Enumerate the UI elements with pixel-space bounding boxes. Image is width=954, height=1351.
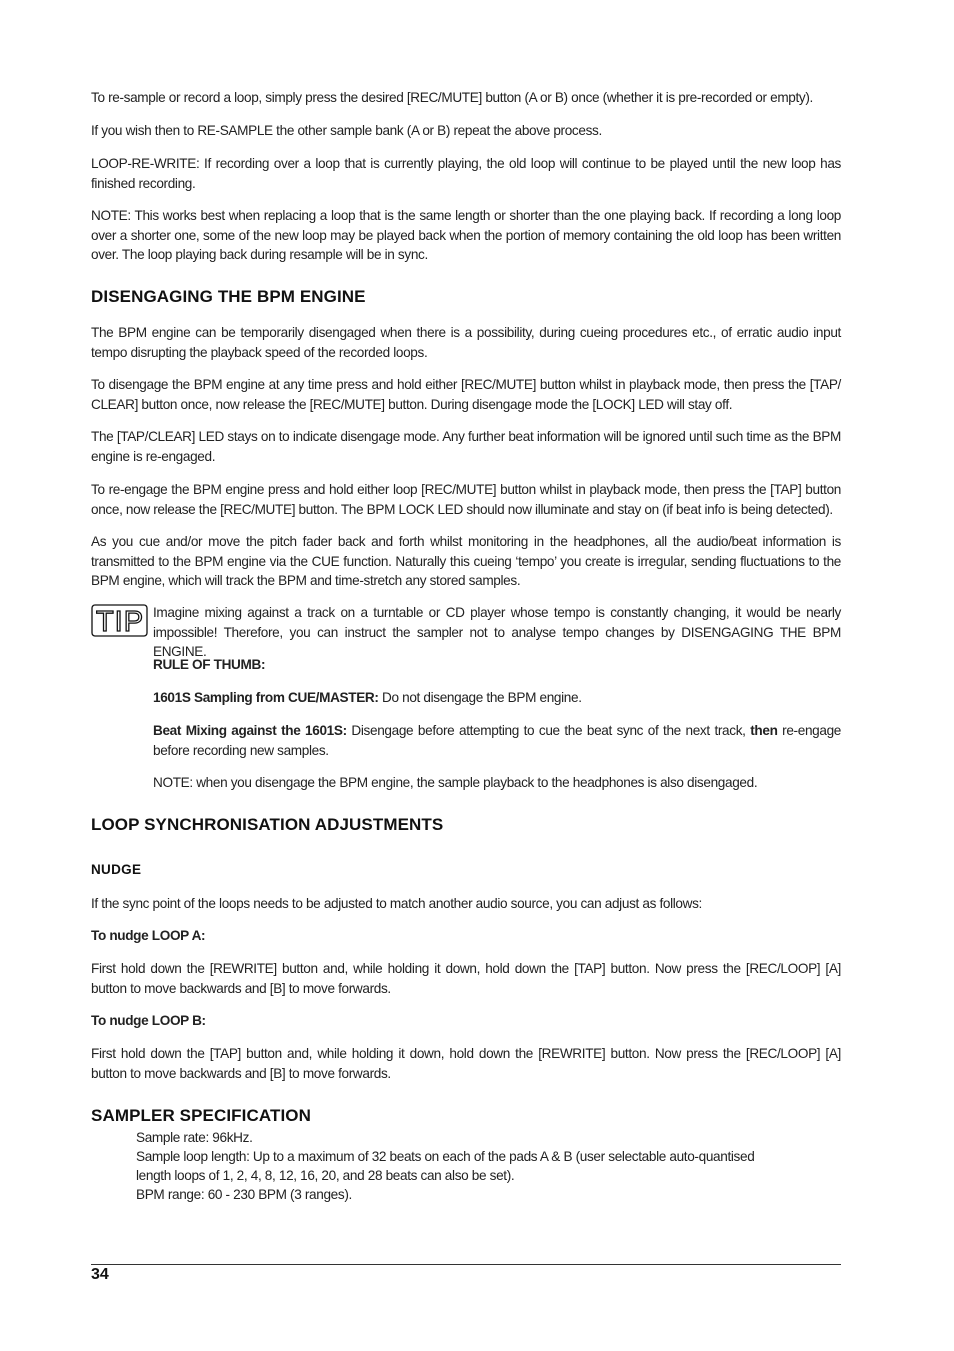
bpm-paragraph-2: To disengage the BPM engine at any time press and hold either [REC/MUTE] button whilst in playback mode, then press the [TAP/ CLEAR] button once, now release the [REC/MUTE] button. During disengage mode the [LOCK] LED will stay off. (91, 377, 841, 412)
rule-2-label: Beat Mixing against the 1601S: (153, 723, 347, 738)
nudge-a-text: First hold down the [REWRITE] button and, while holding it down, hold down the [TAP] button. Now press the [REC/LOOP] [A] button to move backwards and [B] to move forwards. (91, 961, 841, 996)
rule-2-text: Disengage before attempting to cue the beat sync of the next track, (346, 723, 751, 738)
tip-icon (91, 604, 147, 636)
rule-of-thumb-heading: RULE OF THUMB: (153, 657, 266, 672)
intro-paragraph-1: To re-sample or record a loop, simply press the desired [REC/MUTE] button (A or B) once (whether it is pre-recorded or empty). (91, 90, 813, 105)
rule-1-text: Do not disengage the BPM engine. (378, 690, 582, 705)
nudge-b-heading: To nudge LOOP B: (91, 1013, 206, 1028)
bpm-paragraph-1: The BPM engine can be temporarily disengaged when there is a possibility, during cueing procedures etc., of erratic audio input tempo disrupting the playback speed of the recorded loops. (91, 325, 841, 360)
tip-label: TIP (95, 606, 145, 638)
loop-rewrite-paragraph: LOOP-RE-WRITE: If recording over a loop that is currently playing, the old loop will continue to be played until the new loop has finished recording. (91, 156, 841, 191)
note-paragraph: NOTE: This works best when replacing a loop that is the same length or shorter than the one playing back. If recording a long loop over a shorter one, some of the new loop may be played back when the portion of memory containing the old loop has been written over. The loop playing back during resample will be in sync. (91, 208, 841, 262)
tip-paragraph: Imagine mixing against a track on a turntable or CD player whose tempo is constantly changing, it would be nearly impossible! Therefore, you can instruct the sampler not to analyse tempo changes by DISENGAGING THE BPM ENGINE. (153, 605, 841, 659)
spec-line-3: length loops of 1, 2, 4, 8, 12, 16, 20, and 28 beats can also be set). (136, 1168, 515, 1183)
section-heading-bpm: DISENGAGING THE BPM ENGINE (91, 287, 366, 306)
rule-1 (153, 688, 841, 708)
rule-2 (153, 721, 841, 760)
rule-2-emphasis: then (750, 723, 778, 738)
footer-divider (91, 1264, 841, 1265)
nudge-intro: If the sync point of the loops needs to be adjusted to match another audio source, you can adjust as follows: (91, 896, 702, 911)
subheading-nudge: NUDGE (91, 862, 142, 877)
spec-line-1: Sample rate: 96kHz. (136, 1130, 253, 1145)
nudge-a-heading: To nudge LOOP A: (91, 928, 206, 943)
section-heading-spec: SAMPLER SPECIFICATION (91, 1106, 311, 1125)
intro-paragraph-2: If you wish then to RE-SAMPLE the other sample bank (A or B) repeat the above process. (91, 123, 602, 138)
bpm-paragraph-4: To re-engage the BPM engine press and hold either loop [REC/MUTE] button whilst in playback mode, then press the [TAP] button once, now release the [REC/MUTE] button. The BPM LOCK LED should now illuminate and stay on (if beat info is being detected). (91, 482, 841, 517)
page-number: 34 (91, 1266, 109, 1283)
nudge-b-text: First hold down the [TAP] button and, while holding it down, hold down the [REWRITE] button. Now press the [REC/LOOP] [A] button to move backwards and [B] to move forwards. (91, 1046, 841, 1081)
spec-line-2: Sample loop length: Up to a maximum of 32 beats on each of the pads A & B (user selectable auto-quantised (136, 1149, 755, 1164)
section-heading-loop-sync: LOOP SYNCHRONISATION ADJUSTMENTS (91, 815, 444, 834)
rule-2-text-end: re-engage before recording new samples. (153, 723, 841, 758)
bpm-paragraph-5: As you cue and/or move the pitch fader back and forth whilst monitoring in the headphones, all the audio/beat information is transmitted to the BPM engine via the CUE function. Naturally this cueing ‘tempo’ you create is irregular, sending fluctuations to the BPM engine, which will track the BPM and time-stretch any stored samples. (91, 534, 841, 588)
spec-line-4: BPM range: 60 - 230 BPM (3 ranges). (136, 1187, 352, 1202)
rule-1-label: 1601S Sampling from CUE/MASTER: (153, 690, 379, 705)
bpm-note: NOTE: when you disengage the BPM engine, the sample playback to the headphones is also disengaged. (153, 775, 758, 790)
bpm-paragraph-3: The [TAP/CLEAR] LED stays on to indicate disengage mode. Any further beat information will be ignored until such time as the BPM engine is re-engaged. (91, 429, 841, 464)
